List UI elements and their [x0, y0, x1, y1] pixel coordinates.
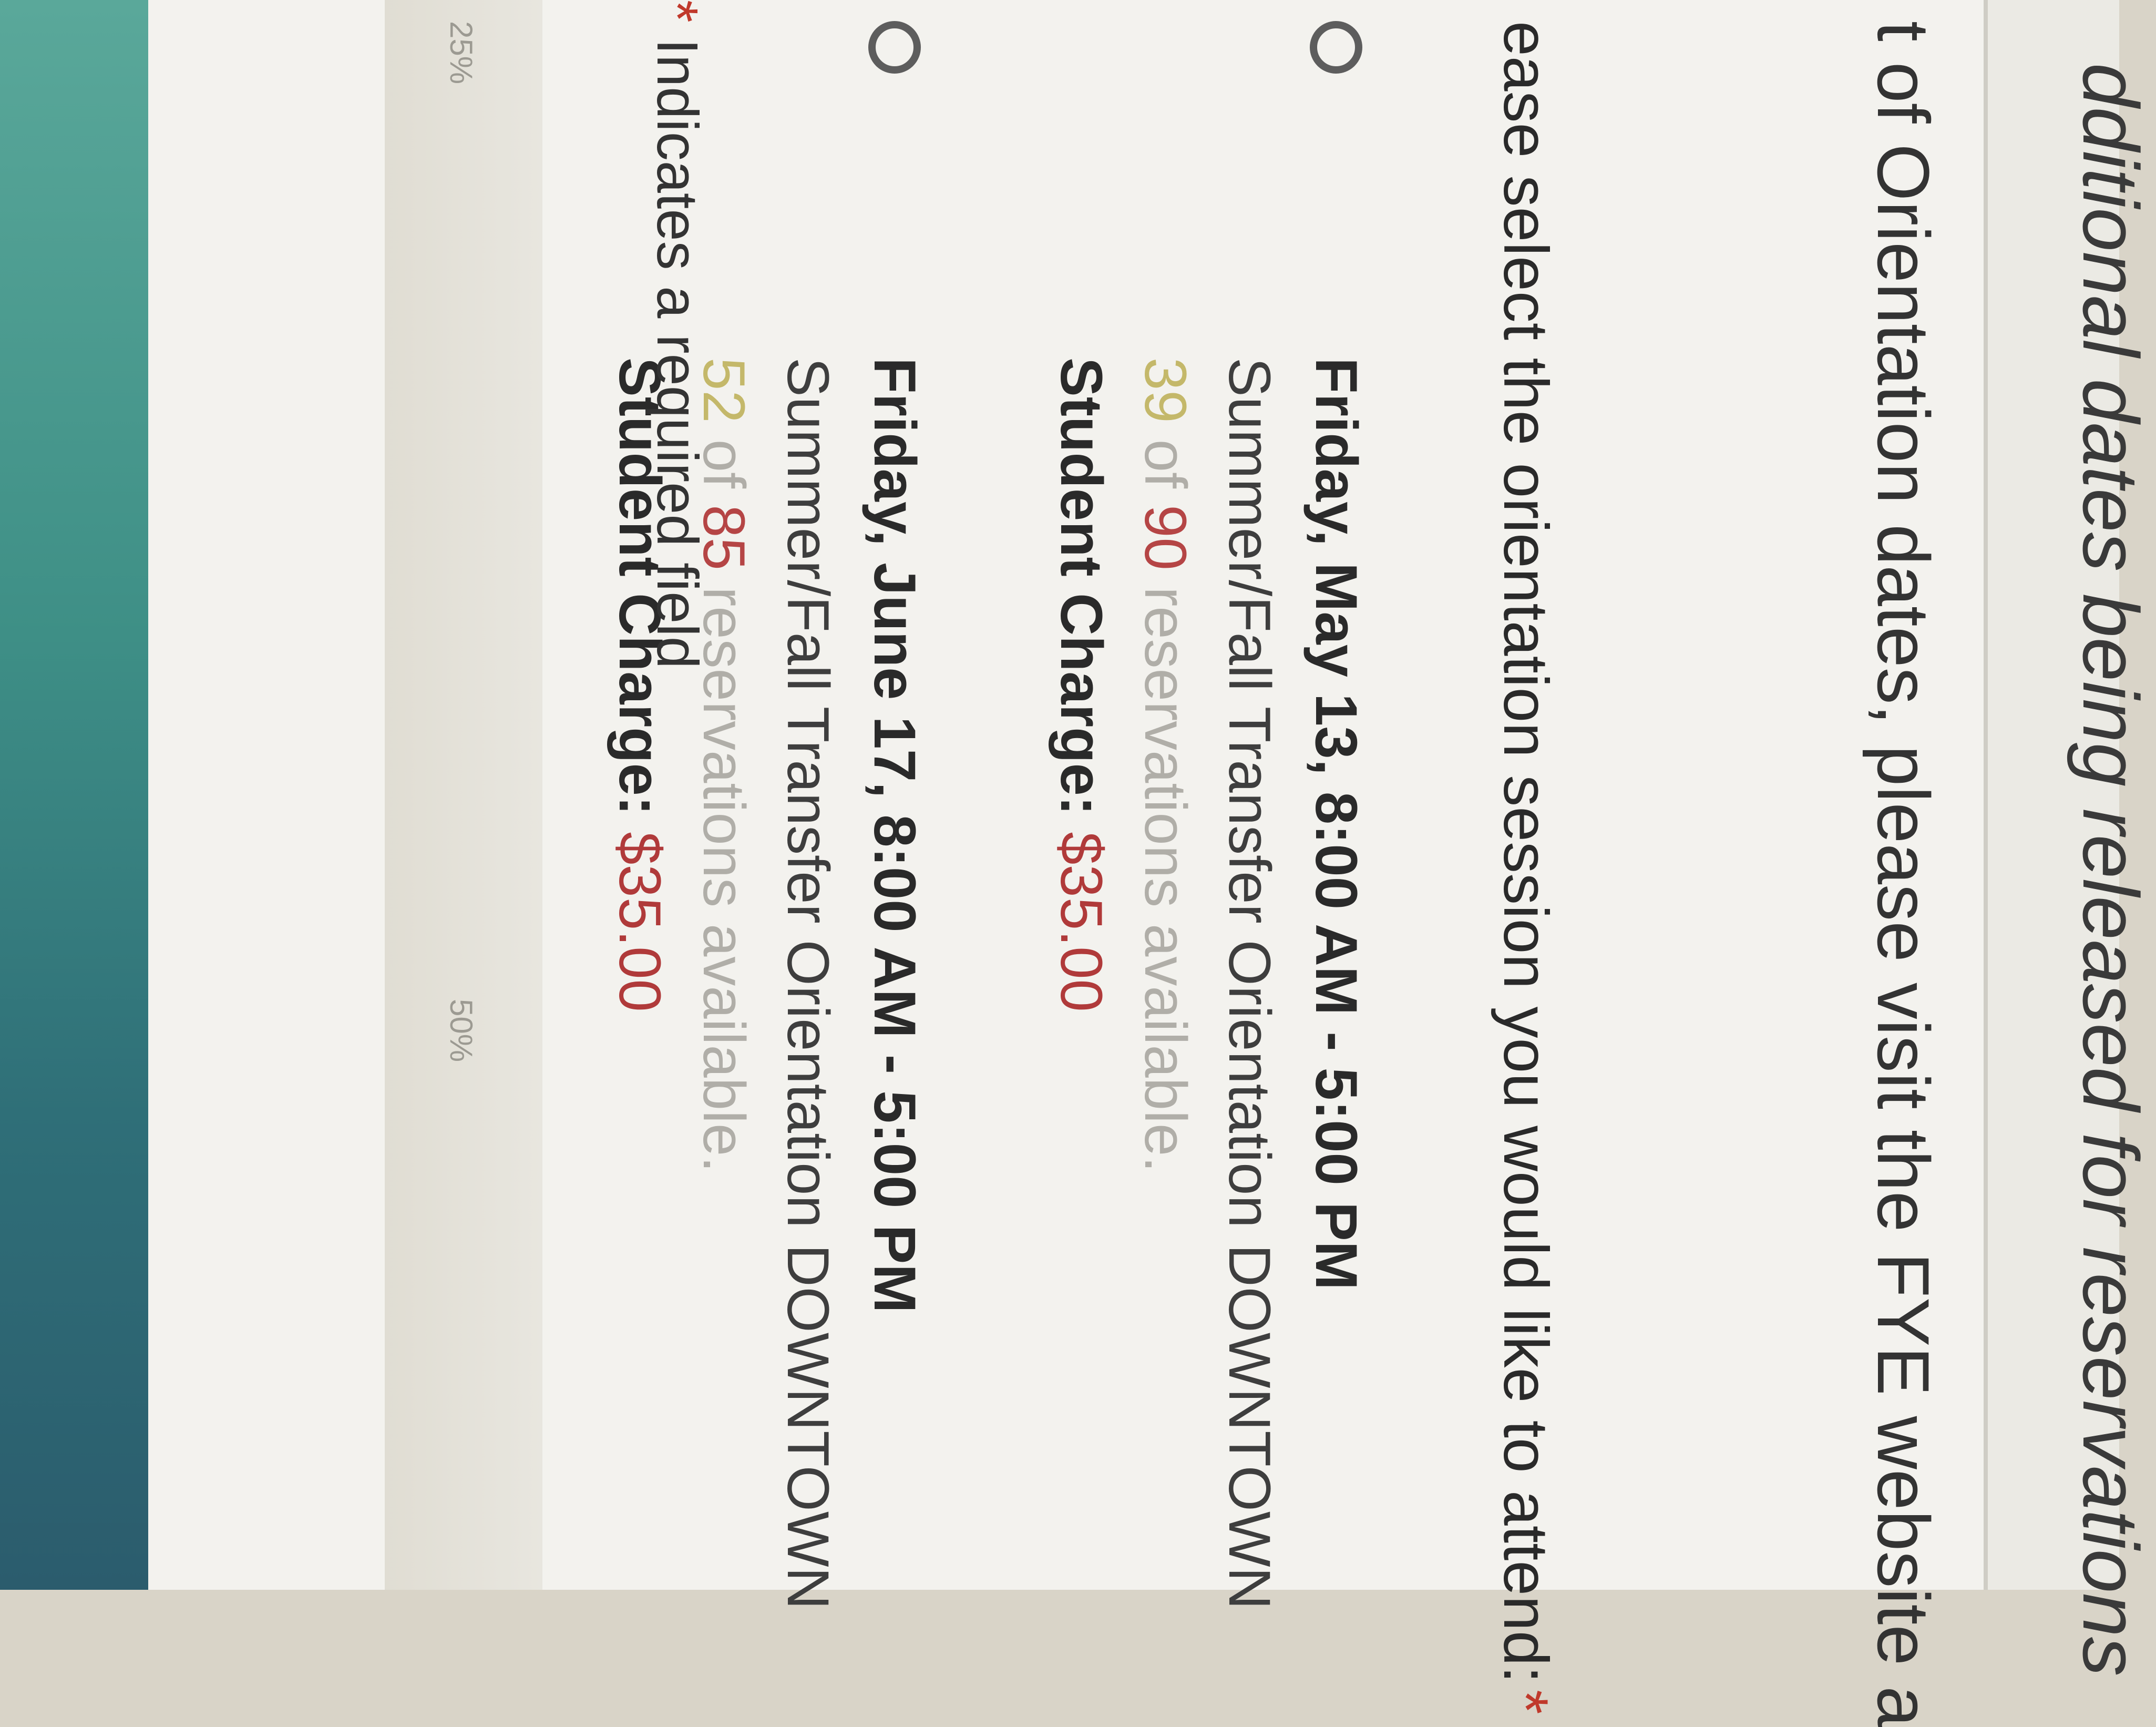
availability-suffix: reservations available.: [1133, 586, 1198, 1173]
session-question: [1490, 21, 1562, 1714]
required-note-text: Indicates a required field: [645, 38, 710, 669]
remaining-count: 39: [1133, 357, 1198, 423]
announcement-banner: [1984, 0, 2155, 1677]
charge-label: Student Charge:: [607, 357, 673, 816]
zoom-label-right: 50%: [444, 999, 479, 1062]
option-title: Summer/Fall Transfer Orientation DOWNTOWN: [775, 357, 841, 1610]
option-title: Summer/Fall Transfer Orientation DOWNTOWN: [1217, 357, 1282, 1610]
charge-value: $35.00: [607, 832, 673, 1012]
charge-value: $35.00: [1049, 832, 1114, 1012]
option-date: Friday, June 17, 8:00 AM - 5:00 PM: [862, 357, 928, 1313]
question-label: ease select the orientation session you would like to attend:: [1491, 21, 1561, 1683]
option-details: [1042, 357, 1373, 1609]
capacity-count: 90: [1133, 505, 1198, 570]
zoom-label-left: 25%: [444, 21, 479, 85]
zoom-bar: [385, 0, 542, 1590]
charge-label: Student Charge:: [1049, 357, 1114, 816]
of-text: of: [1133, 439, 1198, 489]
option-date: Friday, May 13, 8:00 AM - 5:00 PM: [1303, 357, 1369, 1290]
of-text: of: [691, 439, 757, 489]
required-star: *: [645, 0, 710, 23]
radio-button[interactable]: [1310, 21, 1362, 74]
banner-text: dditional dates being released for reservations: [2067, 63, 2155, 1677]
info-text: t of Orientation dates, please visit the FYE website a: [1862, 21, 1945, 1727]
required-field-note: [644, 0, 711, 669]
option-availability: [1126, 357, 1205, 1609]
option-charge: [1042, 357, 1121, 1609]
remaining-count: 52: [691, 357, 757, 423]
radio-button[interactable]: [868, 21, 921, 74]
taskbar: [0, 0, 148, 1590]
capacity-count: 85: [691, 505, 757, 570]
required-star: *: [1491, 1689, 1561, 1714]
availability-suffix: reservations available.: [691, 586, 757, 1173]
